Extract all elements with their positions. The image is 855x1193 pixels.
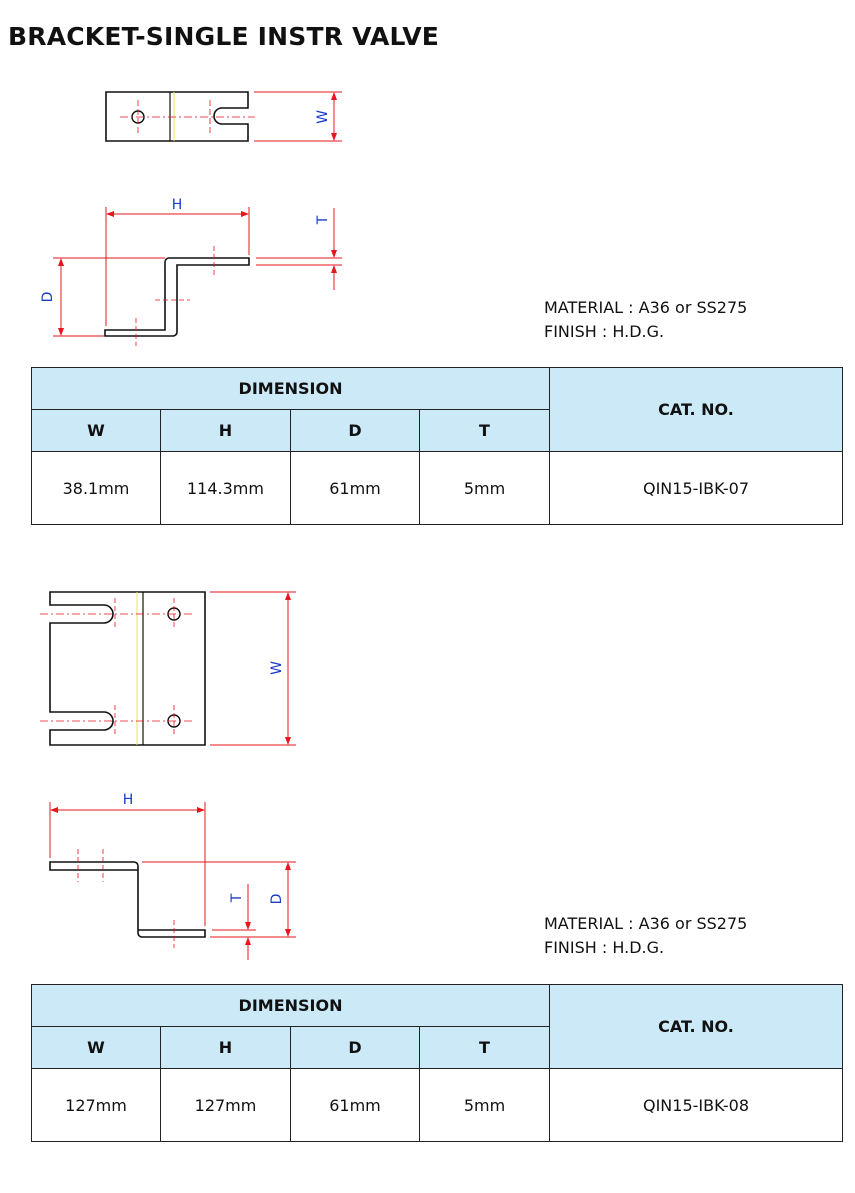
value-w: 38.1mm [32, 452, 161, 525]
column-header-h: H [161, 410, 291, 452]
dimension-label-d: D [40, 291, 56, 303]
column-header-w: W [32, 1027, 161, 1069]
column-header-t: T [420, 410, 550, 452]
value-d: 61mm [291, 452, 420, 525]
value-w: 127mm [32, 1069, 161, 1142]
page-title: BRACKET-SINGLE INSTR VALVE [8, 22, 440, 51]
dimension-table-2 [31, 984, 843, 1142]
dimension-label-t: T [229, 893, 245, 903]
bracket-1-top-view [106, 92, 342, 141]
column-header-d: D [291, 1027, 420, 1069]
dimension-label-w: W [269, 661, 285, 675]
cat-no-header: CAT. NO. [550, 368, 843, 452]
dimension-label-h: H [171, 197, 183, 213]
column-header-d: D [291, 410, 420, 452]
material-note-1 [544, 296, 747, 344]
dimension-label-h: H [122, 792, 134, 808]
dimension-label-d: D [269, 893, 285, 905]
dimension-table-1 [31, 367, 843, 525]
cat-no-header: CAT. NO. [550, 985, 843, 1069]
dimension-header: DIMENSION [32, 985, 550, 1027]
material-text: MATERIAL : A36 or SS275 [544, 298, 748, 317]
bracket-1-side-view [40, 197, 342, 346]
column-header-h: H [161, 1027, 291, 1069]
dimension-label-t: T [315, 215, 331, 225]
finish-text: FINISH : H.D.G. [544, 938, 665, 957]
cat-no-value: QIN15-IBK-07 [550, 452, 843, 525]
bracket-2-top-view [40, 592, 296, 745]
column-header-w: W [32, 410, 161, 452]
value-t: 5mm [420, 1069, 550, 1142]
material-text: MATERIAL : A36 or SS275 [544, 914, 748, 933]
table-row [32, 1069, 843, 1142]
value-h: 114.3mm [161, 452, 291, 525]
value-t: 5mm [420, 452, 550, 525]
material-note-2 [544, 912, 747, 960]
bracket-2-side-view [50, 792, 296, 960]
cat-no-value: QIN15-IBK-08 [550, 1069, 843, 1142]
column-header-t: T [420, 1027, 550, 1069]
finish-text: FINISH : H.D.G. [544, 322, 665, 341]
table-row [32, 452, 843, 525]
value-h: 127mm [161, 1069, 291, 1142]
dimension-header: DIMENSION [32, 368, 550, 410]
dimension-label-w: W [315, 110, 331, 124]
value-d: 61mm [291, 1069, 420, 1142]
